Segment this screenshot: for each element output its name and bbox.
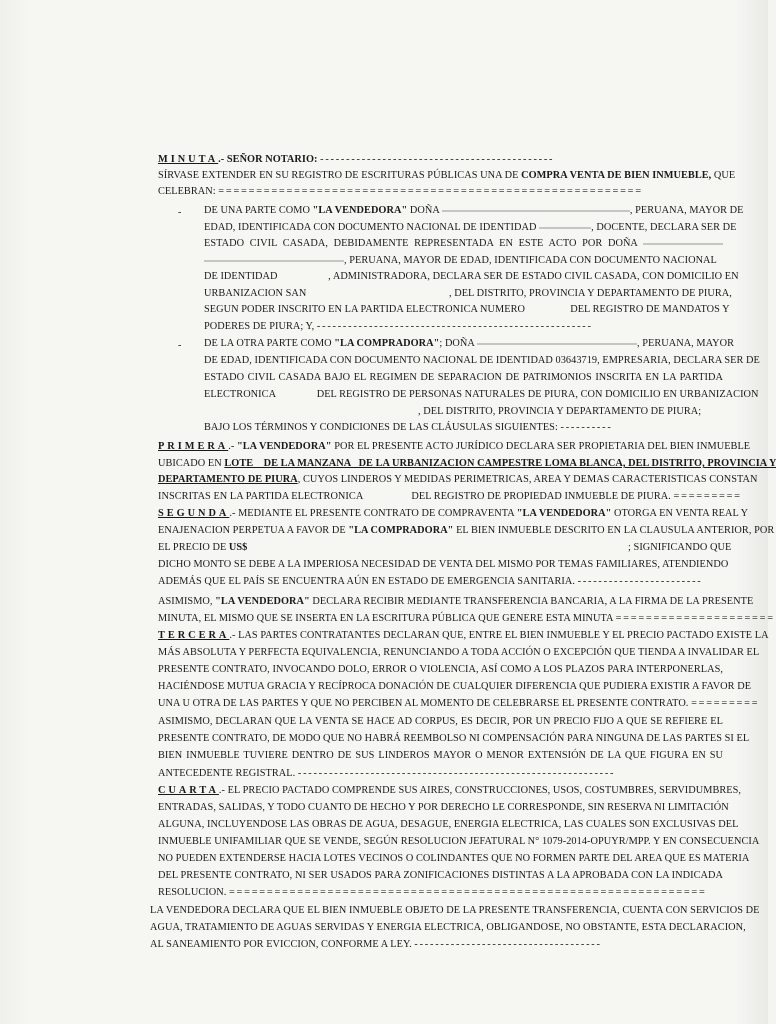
property-location: LOTE DE LA MANZANA DE LA URBANIZACION CAMPESTRE LOMA BLANCA, DEL DISTRITO, PROVINCIA Y: [224, 458, 776, 469]
clause-text: .- EL PRECIO PACTADO COMPRENDE SUS AIRES, CONSTRUCCIONES, USOS, COSTUMBRES, SERVIDUMBRES,: [218, 785, 742, 796]
vendedora-line-2: [204, 222, 737, 234]
intro-text-end: QUE: [713, 170, 736, 181]
cuarta-line-10: [150, 939, 723, 951]
party-text: EDAD, IDENTIFICADA CON DOCUMENTO NACIONAL DE IDENTIDAD: [204, 222, 537, 233]
vendedora-line-7: [204, 304, 730, 316]
price-label: US$: [228, 542, 248, 553]
cuarta-line-1: [158, 785, 742, 797]
clause-text: OTORGA EN VENTA REAL Y: [614, 508, 749, 519]
cuarta-line-2: [158, 802, 729, 814]
clause-text: DEL REGISTRO DE PROPIEDAD INMUEBLE DE PIURA.: [411, 491, 671, 502]
clause-text: EL BIEN INMUEBLE DESCRITO EN LA CLAUSULA ANTERIOR, POR: [456, 525, 775, 536]
clause-text: LA VENDEDORA DECLARA QUE EL BIEN INMUEBLE OBJETO DE LA PRESENTE TRANSFERENCIA, CUENTA CON SERVICIOS DE: [150, 905, 760, 916]
segunda-line-2: [158, 525, 775, 537]
dash-filler: - - - - - - - - - - - - - - - - - - - - - - - -: [577, 576, 701, 587]
clause-text: ; SIGNIFICANDO QUE: [628, 542, 732, 553]
party-text: DOÑA: [409, 205, 440, 216]
dash-filler: - - - - - - - - - - - - - - - - - - - - - - - - - - - - - - - - - - - - - - - - - - - - -: [320, 154, 553, 165]
clause-text: MINUTA, EL MISMO QUE SE INSERTA EN LA ESCRITURA PÚBLICA QUE GENERE ESTA MINUTA: [158, 613, 613, 624]
segunda-line-7: [158, 613, 773, 625]
vendedora-line-1: [204, 205, 744, 217]
primera-line-3: [158, 474, 758, 486]
party-text: , PERUANA, MAYOR DE: [629, 205, 744, 216]
property-location: DEPARTAMENTO DE PIURA: [158, 474, 298, 485]
bullet: -: [178, 207, 182, 218]
redacted-id: [539, 227, 591, 229]
clause-text: INMUEBLE UNIFAMILIAR QUE SE VENDE, SEGÚN RESOLUCION JEFATURAL N° 1079-2014-OPUYR/MPP. Y EN CONSECUENCIA: [158, 836, 760, 847]
party-text: DE LA OTRA PARTE COMO: [204, 338, 332, 349]
clause-text: MÁS ABSOLUTA Y PERFECTA EQUIVALENCIA, RENUNCIANDO A TODA ACCIÓN O EXCEPCIÓN QUE TIENDA A INVALIDAR EL: [158, 647, 760, 658]
cuarta-line-5: [158, 853, 750, 865]
cuarta-line-7: [158, 887, 723, 899]
contract-type: COMPRA VENTA DE BIEN INMUEBLE,: [521, 170, 712, 181]
compradora-line-6: [204, 422, 723, 434]
party-text: , PERUANA, MAYOR DE EDAD, IDENTIFICADA CON DOCUMENTO NACIONAL: [344, 255, 717, 266]
compradora-line-3: [204, 372, 723, 384]
clause-text: RESOLUCION.: [158, 887, 227, 898]
party-text: , DEL DISTRITO, PROVINCIA Y DEPARTAMENTO DE PIURA,: [448, 288, 732, 299]
clause-text: ADEMÁS QUE EL PAÍS SE ENCUENTRA AÚN EN ESTADO DE EMERGENCIA SANITARIA.: [158, 576, 575, 587]
cuarta-line-6: [158, 870, 723, 882]
clause-heading-primera: PRIMERA: [158, 441, 229, 452]
vendedora-line-5: [204, 271, 739, 283]
intro-text: SÍRVASE EXTENDER EN SU REGISTRO DE ESCRITURAS PÚBLICAS UNA DE: [158, 170, 519, 181]
intro-line: [158, 170, 736, 182]
segunda-line-5: [158, 576, 723, 588]
clause-text: HACIÉNDOSE MUTUA GRACIA Y RECÍPROCA DONACIÓN DE CUALQUIER DIFERENCIA QUE PUDIERA EXISTIR A FAVOR DE: [158, 681, 752, 692]
tercera-line-2: [158, 647, 760, 659]
primera-line-4: [158, 491, 740, 503]
dash-filler: = = = = = = = = =: [673, 491, 740, 502]
cuarta-line-3: [158, 819, 739, 831]
redacted-name: [204, 260, 344, 262]
dash-filler: - - - - - - - - - - - - - - - - - - - - - - - - - - - - - - - - - - - - - - - - - - - - - - - - - - - - - - - - - - - - -: [297, 768, 614, 779]
party-text: , DEL DISTRITO, PROVINCIA Y DEPARTAMENTO DE PIURA;: [418, 406, 702, 417]
redacted-name: [643, 243, 723, 245]
compradora-line-5: [204, 406, 723, 418]
compradora-line-1: [204, 338, 735, 350]
vendedora-line-8: [204, 321, 723, 333]
clause-text: AL SANEAMIENTO POR EVICCION, CONFORME A LEY.: [150, 939, 412, 950]
clause-heading-cuarta: CUARTA: [158, 785, 219, 796]
party-text: SEGUN PODER INSCRITO EN LA PARTIDA ELECTRONICA NUMERO: [204, 304, 525, 315]
segunda-line-3: [158, 542, 732, 554]
party-text: ; DOÑA: [439, 338, 475, 349]
dash-filler: - - - - - - - - - -: [560, 422, 611, 433]
tercera-line-3: [158, 664, 723, 676]
tercera-line-8: [158, 750, 723, 762]
party-role: "LA COMPRADORA": [334, 338, 440, 349]
dash-filler: = = = = = = = = =: [691, 698, 758, 709]
dash-filler: = = = = = = = = = = = = = = = = = = = = = = = = = = = = = = = = = = = = = = = = = = = = = = = = = = = = = = = =: [218, 186, 641, 197]
tercera-line-7: [158, 733, 750, 745]
cuarta-line-8: [150, 905, 760, 917]
clause-text: .-: [228, 441, 235, 452]
tercera-line-4: [158, 681, 752, 693]
party-text: , DOCENTE, DECLARA SER DE: [591, 222, 737, 233]
dash-filler: = = = = = = = = = = = = = = = = = = = = = = = = = = = = = = = = = = = = = = = = = = = = = = = = = = = = = = = = = = = = = = =: [228, 887, 705, 898]
vendedora-line-4: [204, 255, 723, 267]
dash-filler: - - - - - - - - - - - - - - - - - - - - - - - - - - - - - - - - - - - - - - - - - - - - - - - - - - - - -: [316, 321, 591, 332]
celebran-label: CELEBRAN:: [158, 186, 216, 197]
clause-heading-tercera: TERCERA: [158, 630, 230, 641]
party-text: BAJO LOS TÉRMINOS Y CONDICIONES DE LAS CLÁUSULAS SIGUIENTES:: [204, 422, 558, 433]
party-text: , PERUANA, MAYOR: [636, 338, 735, 349]
party-text: DEL REGISTRO DE PERSONAS NATURALES DE PIURA, CON DOMICILIO EN URBANIZACION: [316, 389, 759, 400]
clause-text: PRESENTE CONTRATO, INVOCANDO DOLO, ERROR O VIOLENCIA, ASÍ COMO A LOS PLAZOS PARA INTERPONERLAS,: [158, 664, 723, 675]
clause-text: PRESENTE CONTRATO, DE MODO QUE NO HABRÁ REEMBOLSO NI COMPENSACIÓN PARA NINGUNA DE LAS PARTES SI EL: [158, 733, 750, 744]
clause-text: INSCRITAS EN LA PARTIDA ELECTRONICA: [158, 491, 363, 502]
minuta-addressee: .- SEÑOR NOTARIO:: [218, 154, 318, 165]
dash-filler: - - - - - - - - - - - - - - - - - - - - - - - - - - - - - - - - - - - -: [414, 939, 600, 950]
clause-heading-segunda: SEGUNDA: [158, 508, 230, 519]
clause-text: DEL PRESENTE CONTRATO, NI SER USADOS PARA ZONIFICACIONES DISTINTAS A LA APROBADA CON LA INDICADA: [158, 870, 723, 881]
clause-text: DICHO MONTO SE DEBE A LA IMPERIOSA NECESIDAD DE VENTA DEL MISMO POR TEMAS FAMILIARES, ATENDIENDO: [158, 559, 729, 570]
celebran-line: [158, 186, 723, 198]
segunda-line-4: [158, 559, 729, 571]
redacted-name: [477, 343, 637, 345]
clause-text: ANTECEDENTE REGISTRAL.: [158, 768, 296, 779]
segunda-line-1: [158, 508, 749, 520]
tercera-line-9: [158, 768, 723, 780]
clause-text: DECLARA RECIBIR MEDIANTE TRANSFERENCIA BANCARIA, A LA FIRMA DE LA PRESENTE: [312, 596, 754, 607]
tercera-line-1: [158, 630, 769, 642]
party-text: DE EDAD, IDENTIFICADA CON DOCUMENTO NACIONAL DE IDENTIDAD 03643719, EMPRESARIA, DECLARA SER DE: [204, 355, 760, 366]
clause-text: EL PRECIO DE: [158, 542, 227, 553]
redacted-name: [442, 210, 630, 212]
tercera-line-5: [158, 698, 758, 710]
party-text: ELECTRONICA: [204, 389, 276, 400]
clause-text: NO PUEDEN EXTENDERSE HACIA LOTES VECINOS O COLINDANTES QUE NO FORMEN PARTE DEL AREA QUE ES MATERIA: [158, 853, 750, 864]
party-text: DE IDENTIDAD: [204, 271, 278, 282]
party-role: "LA COMPRADORA": [348, 525, 454, 536]
party-text: , ADMINISTRADORA, DECLARA SER DE ESTADO CIVIL CASADA, CON DOMICILIO EN: [328, 271, 739, 282]
clause-text: ASIMISMO, DECLARAN QUE LA VENTA SE HACE AD CORPUS, ES DECIR, POR UN PRECIO FIJO A QUE SE REFIERE EL: [158, 716, 723, 727]
party-text: DEL REGISTRO DE MANDATOS Y: [570, 304, 730, 315]
party-text: ESTADO CIVIL CASADA BAJO EL REGIMEN DE SEPARACION DE PATRIMONIOS INSCRITA EN LA PARTIDA: [204, 372, 723, 383]
clause-text: UBICADO EN: [158, 458, 222, 469]
party-text: ESTADO CIVIL CASADA, DEBIDAMENTE REPRESENTADA EN ESTE ACTO POR DOÑA: [204, 238, 638, 249]
segunda-line-6: [158, 596, 754, 608]
clause-text: BIEN INMUEBLE TUVIERE DENTRO DE SUS LINDEROS MAYOR O MENOR EXTENSIÓN DE LA QUE FIGURA EN SU: [158, 750, 723, 761]
bullet: -: [178, 340, 182, 351]
clause-text: .- MEDIANTE EL PRESENTE CONTRATO DE COMPRAVENTA: [229, 508, 515, 519]
cuarta-line-9: [150, 922, 746, 934]
clause-text: POR EL PRESENTE ACTO JURÍDICO DECLARA SER PROPIETARIA DEL BIEN INMUEBLE: [334, 441, 751, 452]
clause-text: UNA U OTRA DE LAS PARTES Y QUE NO PERCIBEN AL MOMENTO DE CELEBRARSE EL PRESENTE CONTRATO.: [158, 698, 689, 709]
compradora-line-4: [204, 389, 759, 401]
party-text: PODERES DE PIURA; Y,: [204, 321, 315, 332]
minuta-heading-line: [158, 154, 728, 166]
tercera-line-6: [158, 716, 723, 728]
cuarta-line-4: [158, 836, 760, 848]
clause-text: ENAJENACION PERPETUA A FAVOR DE: [158, 525, 346, 536]
primera-line-1: [158, 441, 751, 453]
clause-text: ENTRADAS, SALIDAS, Y TODO CUANTO DE HECHO Y POR DERECHO LE CORRESPONDE, SIN RESERVA NI LIMITACIÓN: [158, 802, 729, 813]
party-text: DE UNA PARTE COMO: [204, 205, 310, 216]
clause-text: AGUA, TRATAMIENTO DE AGUAS SERVIDAS Y ENERGIA ELECTRICA, OBLIGANDOSE, NO OBSTANTE, ESTA DECLARACION,: [150, 922, 746, 933]
party-text: URBANIZACION SAN: [204, 288, 307, 299]
clause-text: .- LAS PARTES CONTRATANTES DECLARAN QUE, ENTRE EL BIEN INMUEBLE Y EL PRECIO PACTADO EXISTE LA: [229, 630, 769, 641]
compradora-line-2: [204, 355, 760, 367]
clause-text: , CUYOS LINDEROS Y MEDIDAS PERIMETRICAS, AREA Y DEMAS CARACTERISTICAS CONSTAN: [297, 474, 758, 485]
primera-line-2: [158, 458, 776, 470]
clause-text: ALGUNA, INCLUYENDOSE LAS OBRAS DE AGUA, DESAGUE, ENERGIA ELECTRICA, LAS CUALES SON EXCLUSIVAS DEL: [158, 819, 739, 830]
party-role: "LA VENDEDORA": [516, 508, 612, 519]
clause-text: ASIMISMO,: [158, 596, 213, 607]
vendedora-line-3: [204, 238, 723, 250]
party-role: "LA VENDEDORA": [236, 441, 332, 452]
minuta-title: MINUTA: [158, 154, 219, 165]
party-role: "LA VENDEDORA": [312, 205, 408, 216]
party-role: "LA VENDEDORA": [215, 596, 310, 607]
vendedora-line-6: [204, 288, 732, 300]
dash-filler: = = = = = = = = = = = = = = = = = = = = =: [615, 613, 773, 624]
